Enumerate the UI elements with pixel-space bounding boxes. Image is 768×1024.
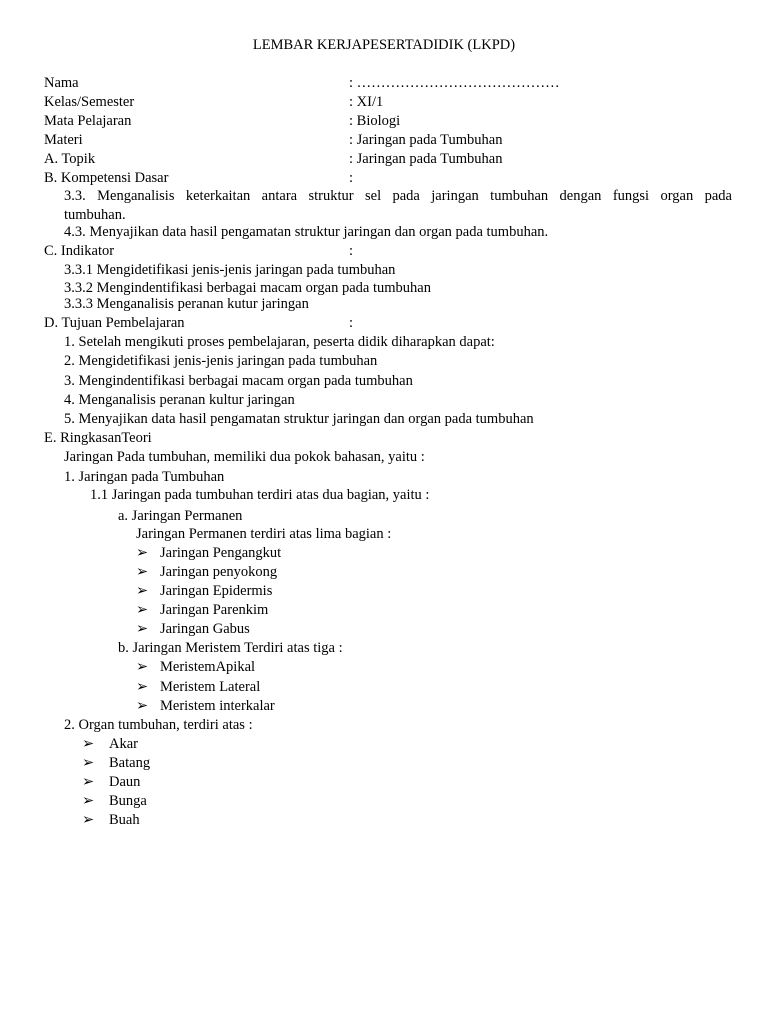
arrow-bullet-icon: ➢ xyxy=(136,679,149,695)
field-value: : XI/1 xyxy=(349,94,384,110)
kd-4-3: 4.3. Menyajikan data hasil pengamatan struktur jaringan dan organ pada tumbuhan. xyxy=(64,224,549,240)
meristem-item xyxy=(136,697,275,716)
indikator-item: 3.3.2 Mengindentifikasi berbagai macam organ pada tumbuhan xyxy=(64,280,431,296)
field-label: Mata Pelajaran xyxy=(44,113,132,129)
kd-3-3 xyxy=(64,187,732,225)
permanen-item-label: Jaringan penyokong xyxy=(160,564,278,580)
permanen-heading: a. Jaringan Permanen xyxy=(118,508,243,524)
tujuan-item: 4. Menganalisis peranan kultur jaringan xyxy=(64,392,295,408)
field-value: : Jaringan pada Tumbuhan xyxy=(349,132,503,148)
organ-item-label: Bunga xyxy=(109,793,147,809)
teori-section-1-1: 1.1 Jaringan pada tumbuhan terdiri atas dua bagian, yaitu : xyxy=(90,487,430,503)
teori-section-1: 1. Jaringan pada Tumbuhan xyxy=(64,469,225,485)
tujuan-item: 2. Mengidetifikasi jenis-jenis jaringan pada tumbuhan xyxy=(64,353,378,369)
organ-item-label: Buah xyxy=(109,812,140,828)
permanen-intro: Jaringan Permanen terdiri atas lima bagian : xyxy=(136,526,392,542)
field-label: Nama xyxy=(44,75,79,91)
arrow-bullet-icon: ➢ xyxy=(136,602,149,618)
permanen-item xyxy=(136,563,277,582)
meristem-item xyxy=(136,678,260,697)
arrow-bullet-icon: ➢ xyxy=(136,583,149,599)
arrow-bullet-icon: ➢ xyxy=(82,774,95,790)
arrow-bullet-icon: ➢ xyxy=(82,812,95,828)
field-row-kompetensi xyxy=(44,169,734,188)
arrow-bullet-icon: ➢ xyxy=(136,659,149,675)
arrow-bullet-icon: ➢ xyxy=(82,793,95,809)
section-teori: E. RingkasanTeori xyxy=(44,430,152,446)
field-label: A. Topik xyxy=(44,151,96,167)
field-row-kelas xyxy=(44,93,734,112)
permanen-item xyxy=(136,544,281,563)
organ-item-label: Batang xyxy=(109,755,151,771)
arrow-bullet-icon: ➢ xyxy=(136,698,149,714)
kd-3-3-line1: 3.3. Menganalisis keterkaitan antara struktur sel pada jaringan tumbuhan dengan fungsi organ pada xyxy=(64,188,732,204)
arrow-bullet-icon: ➢ xyxy=(82,755,95,771)
organ-item xyxy=(82,754,150,773)
indikator-item: 3.3.3 Menganalisis peranan kutur jaringan xyxy=(64,296,309,312)
section-colon: : xyxy=(349,315,354,331)
arrow-bullet-icon: ➢ xyxy=(82,736,95,752)
permanen-item xyxy=(136,601,268,620)
tujuan-item: 1. Setelah mengikuti proses pembelajaran, peserta didik diharapkan dapat: xyxy=(64,334,495,350)
organ-item xyxy=(82,773,140,792)
organ-item xyxy=(82,811,140,830)
field-row-topik xyxy=(44,150,734,169)
field-row-nama xyxy=(44,74,734,93)
section-label: C. Indikator xyxy=(44,243,115,259)
permanen-item xyxy=(136,620,250,639)
section-tujuan xyxy=(44,314,734,333)
kd-3-3-line2: tumbuhan. xyxy=(64,207,126,223)
field-row-mapel xyxy=(44,112,734,131)
organ-item xyxy=(82,792,147,811)
document-title: LEMBAR KERJAPESERTADIDIK (LKPD) xyxy=(252,37,516,53)
tujuan-item: 3. Mengindentifikasi berbagai macam organ pada tumbuhan xyxy=(64,373,413,389)
organ-item-label: Akar xyxy=(109,736,138,752)
organ-item-label: Daun xyxy=(109,774,141,790)
permanen-item-label: Jaringan Epidermis xyxy=(160,583,273,599)
permanen-item-label: Jaringan Parenkim xyxy=(160,602,269,618)
arrow-bullet-icon: ➢ xyxy=(136,621,149,637)
section-colon: : xyxy=(349,243,354,259)
meristem-item-label: MeristemApikal xyxy=(160,659,256,675)
meristem-heading: b. Jaringan Meristem Terdiri atas tiga : xyxy=(118,640,343,656)
field-label: Kelas/Semester xyxy=(44,94,135,110)
field-value: : …………………………………… xyxy=(349,75,560,91)
teori-intro: Jaringan Pada tumbuhan, memiliki dua pokok bahasan, yaitu : xyxy=(64,449,425,465)
permanen-item-label: Jaringan Gabus xyxy=(160,621,250,637)
field-row-materi xyxy=(44,131,734,150)
section-label: D. Tujuan Pembelajaran xyxy=(44,315,185,331)
meristem-item-label: Meristem interkalar xyxy=(160,698,275,714)
permanen-item xyxy=(136,582,272,601)
field-label: B. Kompetensi Dasar xyxy=(44,170,169,186)
field-value: : xyxy=(349,170,354,186)
section-indikator xyxy=(44,242,734,261)
permanen-item-label: Jaringan Pengangkut xyxy=(160,545,282,561)
field-value: : Jaringan pada Tumbuhan xyxy=(349,151,503,167)
meristem-item-label: Meristem Lateral xyxy=(160,679,261,695)
meristem-item xyxy=(136,658,255,677)
arrow-bullet-icon: ➢ xyxy=(136,564,149,580)
tujuan-item: 5. Menyajikan data hasil pengamatan struktur jaringan dan organ pada tumbuhan xyxy=(64,411,534,427)
arrow-bullet-icon: ➢ xyxy=(136,545,149,561)
field-value: : Biologi xyxy=(349,113,401,129)
organ-item xyxy=(82,735,138,754)
indikator-item: 3.3.1 Mengidetifikasi jenis-jenis jaringan pada tumbuhan xyxy=(64,262,396,278)
field-label: Materi xyxy=(44,132,83,148)
teori-section-2: 2. Organ tumbuhan, terdiri atas : xyxy=(64,717,253,733)
